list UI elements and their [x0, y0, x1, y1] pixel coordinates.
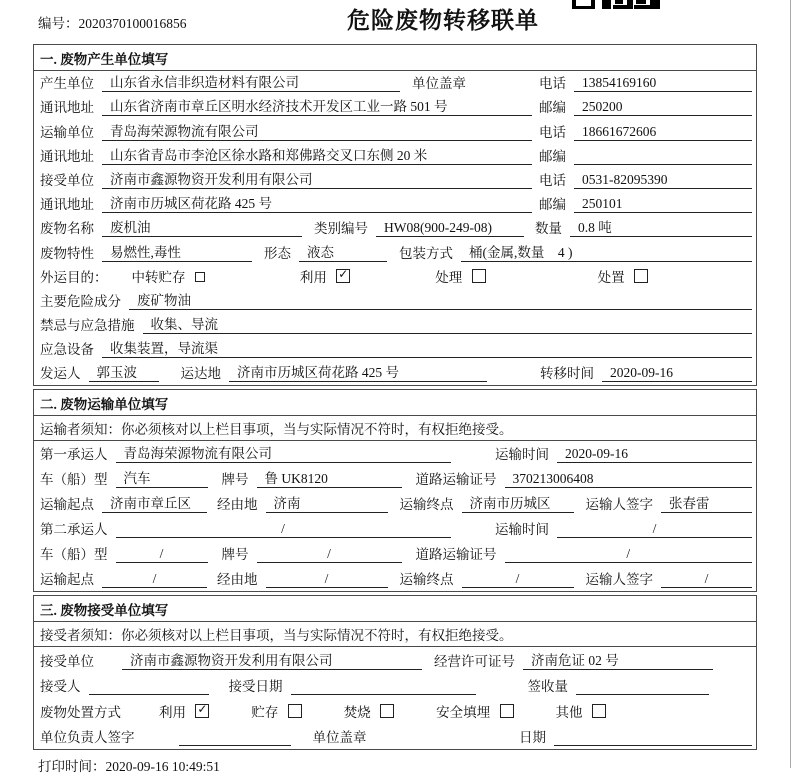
receive-address-field: 济南市历城区荷花路 425 号 [102, 192, 532, 213]
section-producer-title: 一. 废物产生单位填写 [34, 45, 756, 71]
business-license-field: 济南危证 02 号 [523, 649, 713, 670]
receive-unit-field: 济南市鑫源物资开发利用有限公司 [102, 168, 532, 189]
transfer-purpose-label: 外运目的： [40, 269, 108, 285]
waste-code-field: HW08(900-249-08) [376, 220, 524, 237]
transport-time-field-2: / [557, 521, 752, 538]
signed-qty-field [576, 694, 709, 695]
purpose-option-transit-storage [132, 266, 205, 286]
check-mark: ✓ [338, 266, 349, 281]
waste-form-field: 液态 [299, 241, 387, 262]
first-carrier-field: 青岛海荣源物流有限公司 [116, 442, 451, 463]
route-start-label-2: 运输起点 [40, 572, 94, 588]
transport-address-label: 通讯地址 [40, 148, 94, 164]
receive-zip-label: 邮编 [539, 197, 566, 213]
transporter-notice: 运输者须知：你必须核对以上栏目事项，当与实际情况不符时，有权拒绝接受。 [34, 416, 756, 441]
dispatcher-label: 发运人 [40, 366, 81, 382]
emergency-equipment-field: 收集装置，导流渠 [102, 337, 752, 358]
producer-zip-label: 邮编 [539, 100, 566, 116]
purpose-option-treat-label: 处理 [435, 269, 463, 285]
transit-storage-checkbox [195, 272, 205, 282]
waste-qty-field: 0.8 吨 [570, 216, 752, 237]
disposal-utilize-checkbox [195, 701, 209, 718]
transport-zip-field [574, 164, 752, 165]
route-start-field-1: 济南市章丘区 [102, 492, 207, 513]
acceptor-label: 接受人 [40, 679, 81, 695]
waste-name-label: 废物名称 [40, 221, 94, 237]
route-start-label-1: 运输起点 [40, 497, 94, 513]
carrier-sign-label-1: 运输人签字 [585, 497, 653, 513]
print-time-value: 2020-09-16 10:49:51 [105, 759, 220, 775]
row-emergency-equipment [34, 337, 756, 361]
row-producer [34, 71, 756, 95]
producer-zip-field: 250200 [574, 99, 752, 116]
row-transport-unit [34, 119, 756, 143]
disposal-option-other-label: 其他 [555, 704, 583, 720]
disposal-option-incinerate [344, 701, 394, 721]
utilize-checkbox [336, 266, 350, 283]
section-receiver [33, 595, 757, 750]
producer-label: 产生单位 [40, 76, 94, 92]
disposal-method-label: 废物处置方式 [40, 704, 121, 720]
disposal-option-storage-label: 贮存 [251, 704, 279, 720]
receive-company-field: 济南市鑫源物资开发利用有限公司 [122, 649, 422, 670]
page-title: 危险废物转移联单 [347, 8, 539, 33]
route-via-label-1: 经由地 [217, 497, 258, 513]
disposal-option-landfill-label: 安全填埋 [436, 704, 491, 720]
disposal-option-landfill [436, 701, 513, 721]
row-acceptor [34, 673, 756, 699]
row-receive-company [34, 647, 756, 673]
accept-date-label: 接受日期 [228, 679, 283, 695]
section-transporter-title: 二. 废物运输单位填写 [34, 390, 756, 416]
disposal-option-utilize-label: 利用 [159, 704, 186, 720]
transport-address-field: 山东省青岛市李沧区徐水路和郑佛路交叉口东侧 20 米 [102, 144, 532, 165]
row-transport-address [34, 144, 756, 168]
transfer-time-field: 2020-09-16 [602, 365, 752, 382]
destination-field: 济南市历城区荷花路 425 号 [229, 361, 487, 382]
row-route-2 [34, 566, 756, 591]
transport-time-label-1: 运输时间 [495, 447, 549, 463]
route-end-field-2: / [462, 571, 574, 588]
producer-name-field: 山东省永信非织造材料有限公司 [102, 71, 400, 92]
purpose-option-treat [435, 266, 485, 286]
section-transporter [33, 389, 757, 592]
row-receive-address [34, 192, 756, 216]
second-carrier-field: / [116, 521, 451, 538]
vehicle-type-label-1: 车（船）型 [40, 472, 108, 488]
waste-qty-label: 数量 [535, 221, 562, 237]
disposal-incinerate-checkbox [380, 704, 394, 718]
carrier-sign-label-2: 运输人签字 [585, 572, 653, 588]
receive-zip-field: 250101 [574, 196, 752, 213]
producer-address-field: 山东省济南市章丘区明水经济技术开发区工业一路 501 号 [102, 95, 532, 116]
emergency-measures-field: 收集、导流 [143, 313, 753, 334]
waste-property-field: 易燃性,毒性 [102, 241, 252, 262]
row-responsible-signature [34, 724, 756, 750]
row-disposal-method [34, 698, 756, 724]
transport-phone-label: 电话 [539, 124, 566, 140]
receive-phone-field: 0531-82095390 [574, 172, 752, 189]
road-license-label-2: 道路运输证号 [415, 547, 497, 563]
plate-field-2: / [257, 546, 402, 563]
carrier-sign-field-2: / [661, 571, 752, 588]
unit-stamp-label: 单位盖章 [312, 730, 367, 746]
road-license-field-1: 370213006408 [505, 471, 753, 488]
vehicle-type-field-1: 汽车 [116, 467, 208, 488]
first-carrier-label: 第一承运人 [40, 447, 108, 463]
road-license-label-1: 道路运输证号 [415, 472, 497, 488]
transport-time-field-1: 2020-09-16 [557, 446, 752, 463]
section-receiver-title: 三. 废物接受单位填写 [34, 596, 756, 622]
signed-qty-label: 签收量 [527, 679, 568, 695]
plate-field-1: 鲁 UK8120 [257, 467, 402, 488]
hazard-component-field: 废矿物油 [129, 289, 752, 310]
waste-pack-label: 包装方式 [399, 245, 453, 261]
transport-unit-field: 青岛海荣源物流有限公司 [102, 120, 532, 141]
purpose-option-dispose [598, 266, 648, 286]
route-end-label-1: 运输终点 [399, 497, 454, 513]
sign-date-field [554, 745, 752, 746]
section-producer [33, 44, 757, 386]
receive-address-label: 通讯地址 [40, 197, 94, 213]
carrier-sign-field-1: 张春雷 [661, 492, 752, 513]
producer-phone-label: 电话 [539, 76, 566, 92]
receiver-notice: 接受者须知：你必须核对以上栏目事项，当与实际情况不符时，有权拒绝接受。 [34, 622, 756, 647]
disposal-option-storage [251, 701, 301, 721]
vehicle-type-label-2: 车（船）型 [40, 547, 108, 563]
transport-unit-label: 运输单位 [40, 124, 94, 140]
road-license-field-2: / [505, 546, 753, 563]
transport-zip-label: 邮编 [539, 148, 566, 164]
row-vehicle-2 [34, 541, 756, 566]
transport-time-label-2: 运输时间 [495, 522, 549, 538]
waste-name-field: 废机油 [102, 216, 302, 237]
print-time-label: 打印时间： [38, 759, 106, 775]
dispose-checkbox [634, 269, 648, 283]
row-dispatcher [34, 361, 756, 385]
row-first-carrier [34, 441, 756, 466]
business-license-label: 经营许可证号 [434, 653, 515, 669]
waste-code-label: 类别编号 [314, 221, 368, 237]
row-waste-property [34, 240, 756, 264]
row-receive-unit [34, 168, 756, 192]
plate-label-2: 牌号 [221, 547, 249, 563]
doc-number-value: 2020370100016856 [78, 16, 187, 31]
waste-form-label: 形态 [264, 245, 291, 261]
row-second-carrier [34, 516, 756, 541]
route-via-field-1: 济南 [266, 492, 388, 513]
transport-phone-field: 18661672606 [574, 124, 752, 141]
dispatcher-field: 郭玉波 [89, 361, 159, 382]
hazard-component-label: 主要危险成分 [40, 293, 121, 309]
producer-address-label: 通讯地址 [40, 100, 94, 116]
treat-checkbox [472, 269, 486, 283]
waste-pack-field: 桶(金属,数量 4 ) [461, 241, 752, 262]
route-start-field-2: / [102, 571, 207, 588]
row-producer-address [34, 95, 756, 119]
row-waste-name [34, 216, 756, 240]
row-route-1 [34, 491, 756, 516]
row-vehicle-1 [34, 466, 756, 491]
accept-date-field [291, 694, 476, 695]
purpose-option-transit-storage-label: 中转贮存 [131, 269, 186, 285]
disposal-option-incinerate-label: 焚烧 [343, 704, 371, 720]
qr-code-fragment-icon [572, 0, 660, 9]
doc-number-label: 编号： [38, 16, 79, 31]
producer-phone-field: 13854169160 [574, 75, 752, 92]
purpose-option-dispose-label: 处置 [597, 269, 625, 285]
page-right-edge [790, 0, 791, 768]
emergency-measures-label: 禁忌与应急措施 [40, 318, 135, 334]
disposal-option-other [556, 701, 606, 721]
purpose-option-utilize-label: 利用 [299, 269, 327, 285]
row-transfer-purpose [34, 265, 756, 289]
document-header [0, 0, 796, 44]
producer-stamp-label: 单位盖章 [412, 76, 466, 92]
second-carrier-label: 第二承运人 [40, 522, 108, 538]
route-end-field-1: 济南市历城区 [462, 492, 574, 513]
vehicle-type-field-2: / [116, 546, 208, 563]
row-hazard-component [34, 289, 756, 313]
transfer-time-label: 转移时间 [540, 366, 594, 382]
row-emergency-measures [34, 313, 756, 337]
route-via-label-2: 经由地 [217, 572, 258, 588]
plate-label-1: 牌号 [221, 472, 249, 488]
sign-date-label: 日期 [519, 730, 546, 746]
check-mark: ✓ [197, 701, 208, 716]
acceptor-field [89, 694, 209, 695]
disposal-option-utilize [159, 701, 209, 721]
receive-phone-label: 电话 [539, 172, 566, 188]
disposal-storage-checkbox [288, 704, 302, 718]
responsible-sign-field [179, 745, 291, 746]
route-end-label-2: 运输终点 [399, 572, 454, 588]
destination-label: 运达地 [180, 366, 221, 382]
emergency-equipment-label: 应急设备 [40, 342, 94, 358]
receive-company-label: 接受单位 [40, 653, 94, 669]
waste-property-label: 废物特性 [40, 245, 94, 261]
responsible-sign-label: 单位负责人签字 [40, 730, 135, 746]
receive-unit-label: 接受单位 [40, 172, 94, 188]
print-time [38, 755, 796, 775]
purpose-option-utilize [300, 266, 350, 286]
route-via-field-2: / [266, 571, 388, 588]
disposal-other-checkbox [592, 704, 606, 718]
disposal-landfill-checkbox [500, 704, 514, 718]
